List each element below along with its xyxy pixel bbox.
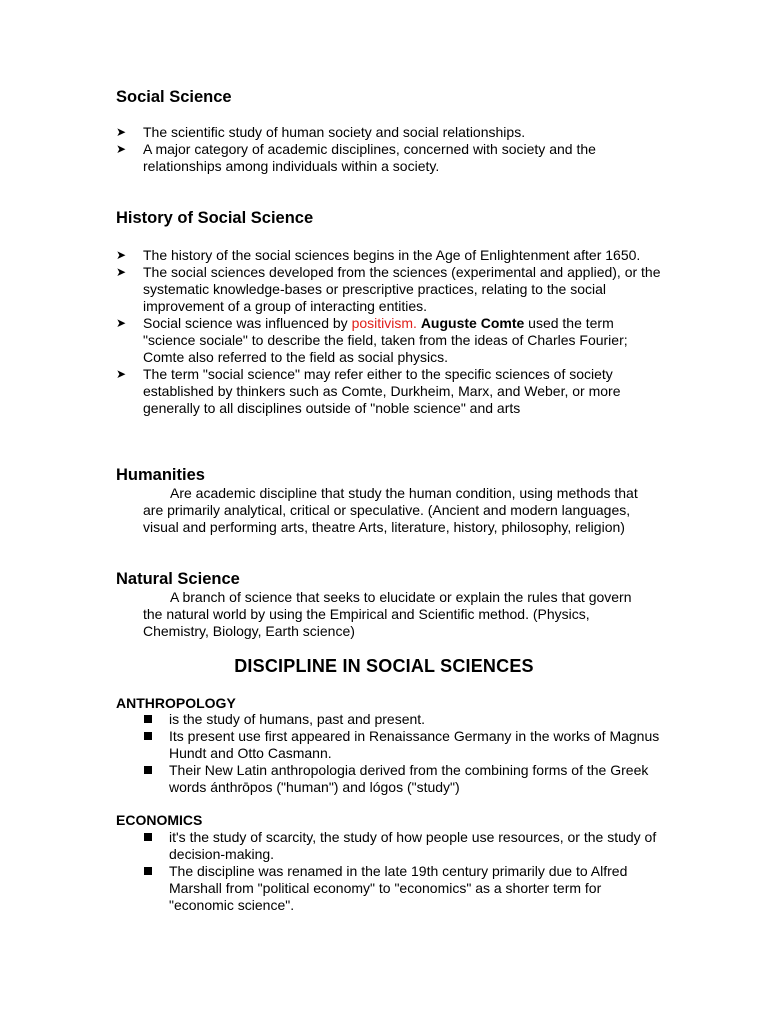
arrow-bullet-icon: ➤ <box>116 125 127 139</box>
humanities-paragraph: Are academic discipline that study the human condition, using methods that are primarily analytical, critical or speculative. (Ancient and modern languages, visual and performing arts, theatre Arts, literature, history, philosophy, religion) <box>143 485 638 535</box>
list-item: ➤ The scientific study of human society and social relationships. <box>116 124 526 140</box>
arrow-bullet-icon: ➤ <box>116 316 127 330</box>
heading-economics: ECONOMICS <box>116 812 203 828</box>
list-item: ➤ The term "social science" may refer either to the specific sciences of society established by thinkers such as Comte, Durkheim, Marx, and Weber, or more generally to all disciplines outside of "noble science" and arts <box>116 366 621 416</box>
disciplines-title: DISCIPLINE IN SOCIAL SCIENCES <box>234 656 534 676</box>
list-item: ➤ A major category of academic disciplines, concerned with society and the relationships among individuals within a society. <box>116 141 596 174</box>
square-bullet-icon <box>144 766 152 774</box>
heading-history: History of Social Science <box>116 209 314 227</box>
list-item: ➤ The history of the social sciences begins in the Age of Enlightenment after 1650. <box>116 247 641 263</box>
arrow-bullet-icon: ➤ <box>116 248 127 262</box>
square-bullet-icon <box>144 833 152 841</box>
arrow-bullet-icon: ➤ <box>116 265 127 279</box>
economics-list <box>169 829 669 914</box>
list-item: ➤ Social science was influenced by positivism. Auguste Comte used the term "science sociale" to describe the field, taken from the ideas of Charles Fourier; Comte also referred to the field as social physics. <box>116 315 628 365</box>
square-bullet-icon <box>144 715 152 723</box>
natural-science-paragraph: A branch of science that seeks to elucidate or explain the rules that govern the natural world by using the Empirical and Scientific method. (Physics, Chemistry, Biology, Earth science) <box>143 589 632 639</box>
positivism-link[interactable]: positivism. <box>351 315 417 331</box>
list-item: is the study of humans, past and present. <box>169 711 669 728</box>
heading-social-science: Social Science <box>116 88 232 106</box>
history-list <box>116 247 663 417</box>
square-bullet-icon <box>144 867 152 875</box>
heading-humanities: Humanities <box>116 466 205 484</box>
arrow-bullet-icon: ➤ <box>116 367 127 381</box>
heading-natural-science: Natural Science <box>116 570 240 588</box>
heading-anthropology: ANTHROPOLOGY <box>116 695 236 711</box>
social-science-list <box>116 124 663 175</box>
list-item: ➤ The social sciences developed from the sciences (experimental and applied), or the systematic knowledge-bases or prescriptive practices, relating to the social improvement of a group of interacting entities. <box>116 264 661 314</box>
list-item: The discipline was renamed in the late 19th century primarily due to Alfred Marshall from "political economy" to "economics" as a shorter term for "economic science". <box>169 863 669 914</box>
list-item: Their New Latin anthropologia derived from the combining forms of the Greek words ánthrōpos ("human") and lógos ("study") <box>169 762 669 796</box>
square-bullet-icon <box>144 732 152 740</box>
comte-name: Auguste Comte <box>420 315 525 331</box>
anthropology-list <box>169 711 669 796</box>
arrow-bullet-icon: ➤ <box>116 142 127 156</box>
list-item: Its present use first appeared in Renaissance Germany in the works of Magnus Hundt and Otto Casmann. <box>169 728 669 762</box>
list-item: it's the study of scarcity, the study of how people use resources, or the study of decision-making. <box>169 829 669 863</box>
